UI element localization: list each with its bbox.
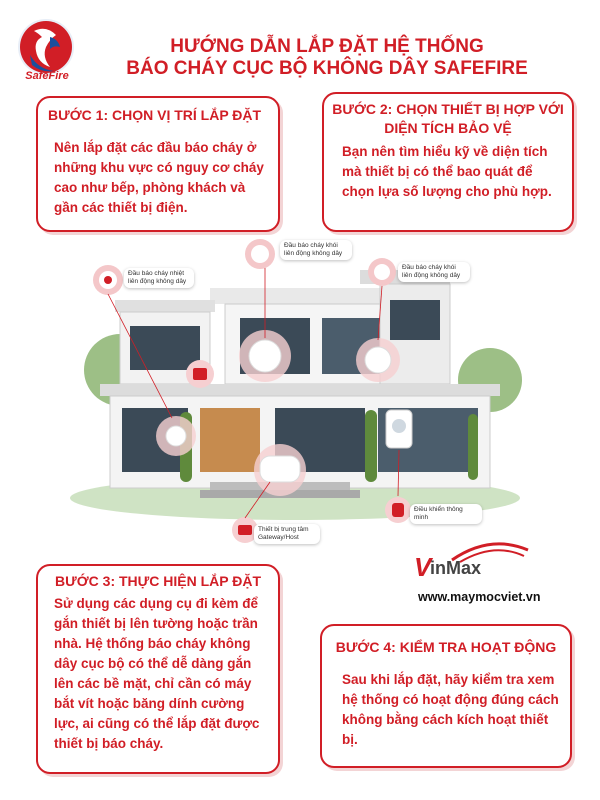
smoke-detector-device-2 [368,258,396,286]
step-4-body: Sau khi lắp đặt, hãy kiểm tra xem hệ thống có hoạt động đúng cách không bằng cách kích hoạt thiết bị. [342,672,559,747]
heat-detector-label: Đầu báo cháy nhiệt liên động không dây [128,270,187,285]
gateway-label-box [254,524,320,544]
brand-logo-initial: V [414,552,432,582]
step-4-title: BƯỚC 4: KIỂM TRA HOẠT ĐỘNG [335,639,557,655]
step-2-body: Bạn nên tìm hiểu kỹ về diện tích mà thiết bị có thể bao quát để chọn lựa số lượng cho phù hợp. [342,144,552,199]
smoke-detector-2-label-box [398,262,470,282]
panic-button-device [156,416,196,456]
title-line-2: BÁO CHÁY CỤC BỘ KHÔNG DÂY SAFEFIRE [126,58,528,79]
smoke-detector-2-label: Đầu báo cháy khói liên động không dây [402,264,461,279]
smart-control-label: Điều khiển thông minh [414,506,463,521]
logo-text: SafeFire [25,70,69,82]
title-line-1: HƯỚNG DẪN LẮP ĐẶT HỆ THỐNG [170,36,484,57]
smart-panel-device [386,410,412,448]
smoke-detector-1-label: Đầu báo cháy khói liên động không dây [284,242,343,257]
step-2-title: BƯỚC 2: CHỌN THIẾT BỊ HỢP VỚI DIỆN TÍCH BẢO VỆ [332,101,564,136]
smoke-detector-1-label-box [280,240,352,260]
remote-control-device [385,497,411,523]
step-1-card [36,96,280,232]
step-2-card [322,92,574,232]
step-4-card [320,624,572,768]
gateway-label: Thiết bị trung tâm Gateway/Host [258,526,309,541]
step-3-card [36,564,280,774]
step-3-body: Sử dụng các dụng cụ đi kèm để gắn thiết bị lên tường hoặc trần nhà. Hệ thống báo cháy không dây cục bộ có thể dễ dàng gắn lên các bề mặt, chỉ cần có máy bắt vít hoặc băng dính cường lực, ai cũng có thể lắp đặt được thiết bị báo cháy. [54,596,260,751]
heat-detector-device [93,265,123,295]
smoke-detector-device-1 [245,239,275,269]
wall-smoke-detector [356,338,400,382]
alarm-bell-device [186,360,214,388]
step-1-title: BƯỚC 1: CHỌN VỊ TRÍ LẮP ĐẶT [48,107,262,123]
gateway-device [254,444,306,496]
smart-control-label-box [410,504,482,524]
step-1-body: Nên lắp đặt các đầu báo cháy ở những khu vực có nguy cơ cháy cao như bếp, phòng khách và gần các thiết bị điện. [54,140,264,215]
page-title [92,36,562,80]
brand-logo: inMax [430,558,482,578]
website-link[interactable]: www.maymocviet.vn [418,590,541,604]
step-3-title: BƯỚC 3: THỰC HIỆN LẮP ĐẶT [54,573,262,589]
heat-detector-label-box [124,268,194,288]
